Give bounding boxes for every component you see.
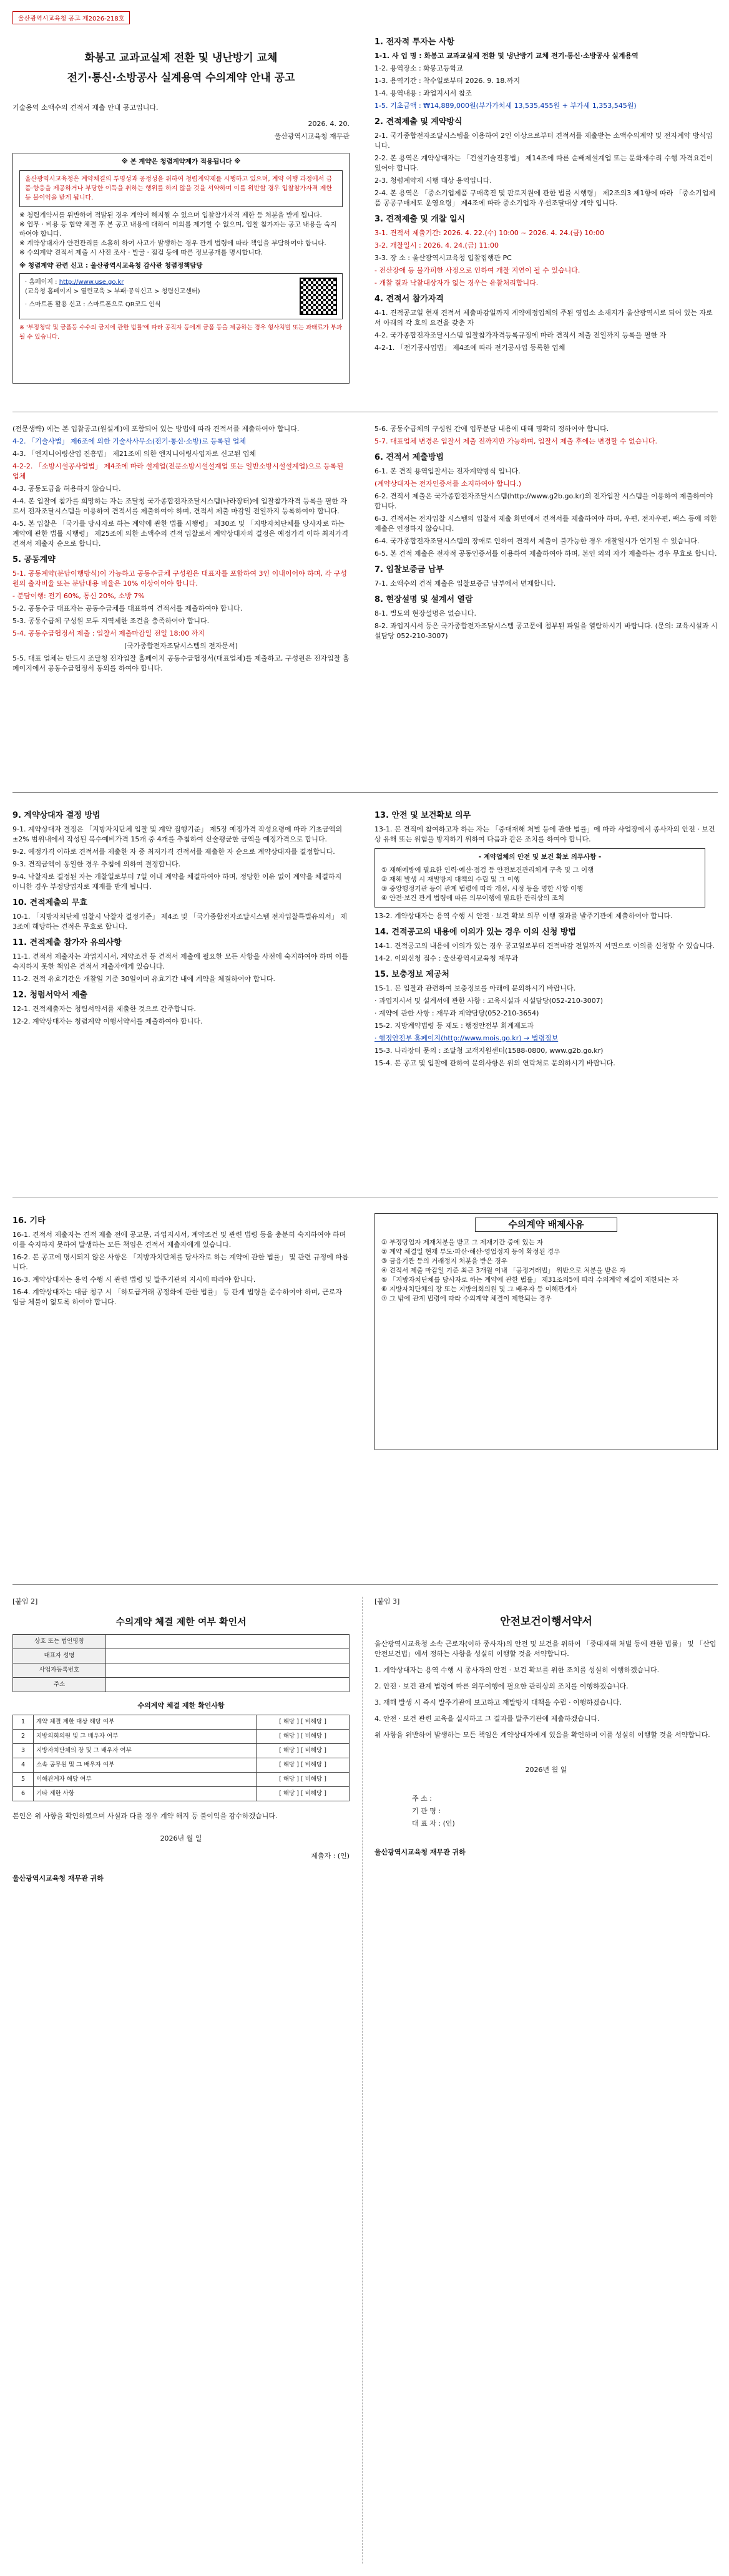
integrity-item: ※ 업무 · 비용 등 협약 체결 후 본 공고 내용에 대하여 이의를 제기할 수 없으며, 입찰 참가자는 공고 내용을 숙지하여야 합니다. xyxy=(19,221,337,238)
notice-date: 2026. 4. 20. xyxy=(308,120,350,128)
integrity-item: ※ 청렴계약서를 위반하여 적발된 경우 계약이 해지될 수 있으며 입찰참가자격 제한 등 처분을 받게 됩니다. xyxy=(19,211,322,219)
section-12-heading: 12. 청렴서약서 제출 xyxy=(12,990,87,1000)
form2-field-label: 사업자등록번호 xyxy=(13,1663,106,1678)
exclusion-item: ⑥ 지방자치단체의 장 또는 지방의회의원 및 그 배우자 등 이해관계자 xyxy=(381,1286,577,1293)
form3-title: 안전보건이행서약서 xyxy=(500,1615,592,1628)
notice-org: 울산광역시교육청 재무관 xyxy=(274,132,350,140)
integrity-item: ※ 수의계약 견적서 제출 시 사전 조사 · 발굴 · 점검 등에 따른 정보공개를 명시합니다. xyxy=(19,249,263,256)
section-15-heading: 15. 보충정보 제공처 xyxy=(374,970,449,979)
section-4-1: 4-1. 견적공고일 현재 견적서 제출마감일까지 계약예정업체의 주된 영업소 소재지가 울산광역시로 되어 있는 자로서 아래의 각 호의 요건을 갖춘 자 xyxy=(374,309,713,327)
check-no: 2 xyxy=(13,1730,34,1744)
hotline-label: ※ 청렴계약 관련 신고 : 울산광역시교육청 감사관 청렴정책담당 xyxy=(19,262,203,269)
section-4-2-2-fire: 4-2-2. 「소방시설공사업법」 제4조에 따라 설계업(전문소방시설설계업 또는 일반소방시설설계업)으로 등록된 업체 xyxy=(12,462,344,480)
section-2-2: 2-2. 본 용역은 계약상대자는 「건설기술진흥법」 제14조에 따른 순배제설계업 또는 문화재수리 수행 자격요건이 있어야 합니다. xyxy=(374,154,713,172)
section-9-3: 9-3. 견적금액이 동일한 경우 추첨에 의하여 결정합니다. xyxy=(12,860,181,868)
exclusion-item: ③ 금융기관 등의 거래정지 처분을 받은 경우 xyxy=(381,1257,507,1265)
section-7-1: 7-1. 소액수의 견적 제출은 입찰보증금 납부에서 면제합니다. xyxy=(374,579,556,588)
check-no: 3 xyxy=(13,1744,34,1758)
form2-info-table xyxy=(12,1634,350,1692)
check-option[interactable]: [ 해당 ] [ 비해당 ] xyxy=(257,1773,350,1787)
section-6-2: 6-2. 견적서 제출은 국가종합전자조달시스템(http://www.g2b.go.kr)의 전자입찰 시스템을 이용하여 제출하여야 합니다. xyxy=(374,492,713,510)
safety-item: ④ 안전·보건 관계 법령에 따른 의무이행에 필요한 관리상의 조치 xyxy=(381,894,565,902)
section-8-2: 8-2. 과업지시서 등은 국가종합전자조달시스템 공고문에 첨부된 파일을 열람하시기 바랍니다. (문의: 교육시설과 시설담당 052-210-3007) xyxy=(374,622,718,640)
section-5-7: 5-7. 대표업체 변경은 입찰서 제출 전까지만 가능하며, 입찰서 제출 후에는 변경할 수 없습니다. xyxy=(374,437,657,445)
homepage-label: · 홈페이지 : xyxy=(25,279,57,286)
section-1-heading: 1. 전자적 투자는 사항 xyxy=(374,37,455,47)
opening-time: 3-2. 개찰일시 : 2026. 4. 24.(금) 11:00 xyxy=(374,241,499,249)
form2-bizno-input[interactable] xyxy=(106,1663,350,1678)
project-location: 1-2. 용역장소 : 화봉고등학교 xyxy=(374,64,463,72)
section-16-heading: 16. 기타 xyxy=(12,1216,46,1226)
section-9-heading: 9. 계약상대자 결정 방법 xyxy=(12,811,100,820)
project-period: 1-3. 용역기간 : 착수일로부터 2026. 9. 18.까지 xyxy=(374,77,521,85)
check-no: 4 xyxy=(13,1758,34,1773)
form3-date: 2026년 월 일 xyxy=(525,1766,567,1774)
section-5-2: 5-2. 공동수급 대표자는 공동수급체를 대표하여 견적서를 제출하여야 합니다. xyxy=(12,604,243,613)
integrity-item: ※ 계약상대자가 안전관리를 소홀히 하여 사고가 발생하는 경우 관계 법령에 따라 책임을 부담하여야 합니다. xyxy=(19,240,326,247)
form3-paragraph: 울산광역시교육청 소속 근로자(이하 종사자)의 안전 및 보건을 위하여 「중대재해 처벌 등에 관한 법률」 및 「산업안전보건법」에서 정하는 사항을 성실히 이행할 것을 서약합니다. xyxy=(374,1640,717,1658)
notice-title-line1: 화봉고 교과교실제 전환 및 냉난방기 교체 xyxy=(84,52,278,64)
form2-field-label: 상호 또는 법인명칭 xyxy=(13,1635,106,1649)
section-5-4-note: (국가종합전자조달시스템의 전자문서) xyxy=(124,642,238,650)
qr-code-icon[interactable] xyxy=(300,278,337,315)
section-10-1: 10-1. 「지방자치단체 입찰시 낙찰자 결정기준」 제4조 및 「국가종합전자조달시스템 전자입찰특별유의서」 제3조에 해당하는 견적은 무효로 합니다. xyxy=(12,913,347,931)
section-5-4: 5-4. 공동수급협정서 제출 : 입찰서 제출마감일 전일 18:00 까지 xyxy=(12,629,205,637)
section-6-3: 6-3. 견적서는 전자입찰 시스템의 입찰서 제출 화면에서 견적서를 제출하여야 하며, 우편, 전자우편, 팩스 등에 의한 제출은 인정하지 않습니다. xyxy=(374,515,717,533)
section-16-2: 16-2. 본 공고에 명시되지 않은 사항은 「지방자치단체를 당사자로 하는 계약에 관한 법률」 및 관련 규정에 따릅니다. xyxy=(12,1253,349,1271)
submission-period: 3-1. 견적서 제출기간: 2026. 4. 22.(수) 10:00 ~ 2026. 4. 24.(금) 10:00 xyxy=(374,229,605,237)
form2-subtitle: 수의계약 체결 제한 확인사항 xyxy=(137,1702,225,1710)
form3-paragraph: 1. 계약상대자는 용역 수행 시 종사자의 안전 · 보건 확보를 위한 조치를 성실히 이행하겠습니다. xyxy=(374,1666,660,1674)
project-content: 1-4. 용역내용 : 과업지시서 참조 xyxy=(374,89,472,97)
section-9-4: 9-4. 낙찰자로 결정된 자는 개찰일로부터 7일 이내 계약을 체결하여야 하며, 정당한 이유 없이 계약을 체결하지 아니한 경우 부정당업자로 제재를 받게 됩니다. xyxy=(12,873,342,891)
section-11-1: 11-1. 견적서 제출자는 과업지시서, 계약조건 등 견적서 제출에 필요한 모든 사항을 사전에 숙지하여야 하며 이를 숙지하지 못한 책임은 견적서 제출자에게 있습니다. xyxy=(12,952,348,971)
base-amount: 1-5. 기초금액 : ₩14,889,000원(부가가치세 13,535,455원 + 부가세 1,353,545원) xyxy=(374,102,637,110)
section-14-2: 14-2. 이의신청 접수 : 울산광역시교육청 재무과 xyxy=(374,954,519,962)
form3-recipient: 울산광역시교육청 재무관 귀하 xyxy=(374,1848,466,1856)
section-6-5: 6-5. 본 견적 제출은 전자적 공동인증서를 이용하여 제출하여야 하며, 본인 외의 자가 제출하는 경우 무효로 합니다. xyxy=(374,550,717,558)
form2-company-input[interactable] xyxy=(106,1635,350,1649)
section-14-heading: 14. 견적공고의 내용에 이의가 있는 경우 이의 신청 방법 xyxy=(374,927,576,937)
exclusion-item: ① 부정당업자 제재처분을 받고 그 제재기간 중에 있는 자 xyxy=(381,1239,544,1246)
check-item: 지방의회의원 및 그 배우자 여부 xyxy=(34,1730,257,1744)
section-15-2: 15-2. 지방계약법령 등 제도 : 행정안전부 회계제도과 xyxy=(374,1022,534,1030)
check-item: 소속 공무원 및 그 배우자 여부 xyxy=(34,1758,257,1773)
section-4-4: 4-4. 본 입찰에 참가를 희망하는 자는 조달청 국가종합전자조달시스템(나라장터)에 입찰참가자격 등록을 필한 자로서 전자조달시스템을 이용하여 견적서를 제출하여야 하며, 견적서 제출 마감일 전일까지 등록하여야 합니다. xyxy=(12,497,348,515)
form2-signature[interactable]: 제출자 : (인) xyxy=(311,1852,350,1860)
section-13-heading: 13. 안전 및 보건확보 의무 xyxy=(374,811,471,820)
form2-address-input[interactable] xyxy=(106,1678,350,1692)
exclusion-reasons-box xyxy=(374,1213,718,1450)
form3-paragraph: 위 사항을 위반하여 발생하는 모든 책임은 계약상대자에게 있음을 확인하며 이를 성실히 이행할 것을 서약합니다. xyxy=(374,1731,710,1739)
exclusion-item: ④ 견적서 제출 마감일 기준 최근 3개월 이내 「공정거래법」 위반으로 처분을 받은 자 xyxy=(381,1267,626,1274)
form3-address[interactable]: 주 소 : xyxy=(412,1794,432,1803)
form2-title: 수의계약 체결 제한 여부 확인서 xyxy=(115,1616,247,1627)
section-2-heading: 2. 견적제출 및 계약방식 xyxy=(374,117,462,127)
section-2-4: 2-4. 본 용역은 「중소기업제품 구매촉진 및 판로지원에 관한 법률 시행령」 제2조의3 제1항에 따라 「중소기업제품 공공구매제도 운영요령」 제4조에 따라 중소기업자 우선조달대상 계약 입니다. xyxy=(374,189,715,207)
opening-place: 3-3. 장 소 : 울산광역시교육청 입찰집행관 PC xyxy=(374,254,512,262)
check-no: 1 xyxy=(13,1715,34,1730)
safety-item: ③ 중앙행정기관 등이 관계 법령에 따라 개선, 시정 등을 명한 사항 이행 xyxy=(381,885,584,893)
section-4-2-tech: 4-2. 「기술사법」 제6조에 의한 기술사사무소(전기·통신·소방)로 등록된 업체 xyxy=(12,437,246,445)
section-2-3: 2-3. 청렴계약제 시행 대상 용역입니다. xyxy=(374,177,492,185)
check-option[interactable]: [ 해당 ] [ 비해당 ] xyxy=(257,1758,350,1773)
integrity-inner-text: 울산광역시교육청은 계약체결의 투명성과 공정성을 위하여 청렴계약제를 시행하고 있으며, 계약 이행 과정에서 금품·향응을 제공하거나 부당한 이득을 취하는 행위를 하지 않을 것을 서약하며 이를 위반할 경우 입찰참가자격 제한 등 불이익을 받게 됩니다. xyxy=(19,170,343,207)
form2-statement: 본인은 위 사항을 확인하였으며 사실과 다를 경우 계약 해지 등 불이익을 감수하겠습니다. xyxy=(12,1812,278,1820)
section-5-6: 5-6. 공동수급체의 구성원 간에 업무분담 내용에 대해 명확히 정하여야 합니다. xyxy=(374,425,609,433)
check-item: 기타 제한 사항 xyxy=(34,1787,257,1801)
section-11-heading: 11. 견적제출 참가자 유의사항 xyxy=(12,938,122,947)
form3-label: [붙임 3] xyxy=(374,1597,400,1605)
section-4-5: 4-5. 본 입찰은 「국가를 당사자로 하는 계약에 관한 법률 시행령」 제30조 및 「지방자치단체를 당사자로 하는 계약에 관한 법률 시행령」 제25조에 의한 소액수의 견적 입찰로서 계약상대자의 결정은 예정가격 이하 최저가격 견적서 제출자 순으로 합니다. xyxy=(12,520,348,548)
form2-field-label: 대표자 성명 xyxy=(13,1649,106,1663)
section-6-1-note: (계약상대자는 전자인증서를 소지하여야 합니다.) xyxy=(374,480,522,488)
form2-label: [붙임 2] xyxy=(12,1597,38,1605)
section-4-2-1: 4-2-1. 「전기공사업법」 제4조에 따라 전기공사업 등록한 업체 xyxy=(374,344,565,352)
section-4-2: 4-2. 국가종합전자조달시스템 입찰참가자격등록규정에 따라 견적서 제출 전일까지 등록을 필한 자 xyxy=(374,331,667,339)
safety-item: ② 재해 발생 시 재발방지 대책의 수립 및 그 이행 xyxy=(381,876,521,883)
section-5-3: 5-3. 공동수급체 구성원 모두 지역제한 조건을 충족하여야 합니다. xyxy=(12,617,210,625)
check-item: 지방자치단체의 장 및 그 배우자 여부 xyxy=(34,1744,257,1758)
integrity-box-title: ※ 본 계약은 청렴계약제가 적용됩니다 ※ xyxy=(121,158,241,165)
section-10-heading: 10. 견적제출의 무효 xyxy=(12,898,87,908)
section-13-2: 13-2. 계약상대자는 용역 수행 시 안전 · 보건 확보 의무 이행 결과를 발주기관에 제출하여야 합니다. xyxy=(374,912,673,920)
section-15-3: 15-3. 나라장터 문의 : 조달청 고객지원센터(1588-0800, www.g2b.go.kr) xyxy=(374,1047,604,1055)
section-16-3: 16-3. 계약상대자는 용역 수행 시 관련 법령 및 발주기관의 지시에 따라야 합니다. xyxy=(12,1276,256,1284)
form2-date: 2026년 월 일 xyxy=(160,1834,202,1842)
form3-paragraph: 4. 안전 · 보건 관련 교육을 실시하고 그 결과를 발주기관에 제출하겠습니다. xyxy=(374,1715,600,1723)
mois-link[interactable]: · 행정안전부 홈페이지(http://www.mois.go.kr) → 법령정보 xyxy=(374,1034,559,1042)
section-7-heading: 7. 입찰보증금 납부 xyxy=(374,565,444,574)
safety-duty-box xyxy=(374,848,705,908)
section-15-contact-1: · 과업지시서 및 설계서에 관한 사항 : 교육시설과 시설담당(052-210-3007) xyxy=(374,997,604,1005)
form2-field-label: 주소 xyxy=(13,1678,106,1692)
qr-report-desc: 스마트폰으로 QR코드 인식 xyxy=(87,301,161,308)
opening-note-1: - 전산장애 등 불가피한 사정으로 인하여 개찰 지연이 될 수 있습니다. xyxy=(374,266,580,274)
homepage-link[interactable]: http://www.use.go.kr xyxy=(59,279,124,286)
section-15-4: 15-4. 본 공고 및 입찰에 관하여 문의사항은 위의 연락처로 문의하시기 바랍니다. xyxy=(374,1059,615,1067)
section-13-1: 13-1. 본 견적에 참여하고자 하는 자는 「중대재해 처벌 등에 관한 법률」에 따라 사업장에서 종사자의 안전 · 보건상 유해 또는 위험을 방지하기 위하여 다음과 같은 조치를 하여야 합니다. xyxy=(374,825,715,843)
section-16-1: 16-1. 견적서 제출자는 견적 제출 전에 공고문, 과업지시서, 계약조건 및 관련 법령 등을 충분히 숙지하여야 하며 이를 숙지하지 못하여 발생하는 모든 책임은 견적서 제출자에게 있습니다. xyxy=(12,1231,346,1249)
check-item: 계약 체결 제한 대상 해당 여부 xyxy=(34,1715,257,1730)
section-8-heading: 8. 현장설명 및 설계서 열람 xyxy=(374,595,473,604)
check-no: 6 xyxy=(13,1787,34,1801)
form2-recipient: 울산광역시교육청 재무관 귀하 xyxy=(12,1874,104,1882)
check-item: 이해관계자 해당 여부 xyxy=(34,1773,257,1787)
exclusion-item: ② 계약 체결일 현재 부도·파산·해산·영업정지 등이 확정된 경우 xyxy=(381,1248,560,1256)
form2-check-table xyxy=(12,1715,350,1801)
section-4-heading: 4. 견적서 참가자격 xyxy=(374,294,444,304)
section-9-2: 9-2. 예정가격 이하로 견적서를 제출한 자 중 최저가격 견적서를 제출한 자 순으로 계약상대자를 결정합니다. xyxy=(12,848,335,856)
section-4-3-eng: 4-3. 「엔지니어링산업 진흥법」 제21조에 의한 엔지니어링사업자로 신고된 업체 xyxy=(12,450,257,458)
intro-text: 기술용역 소액수의 견적서 제출 안내 공고입니다. xyxy=(12,104,159,112)
section-4-3-joint: 4-3. 공동도급을 허용하지 않습니다. xyxy=(12,485,121,493)
exclusion-item: ⑦ 그 밖에 관계 법령에 따라 수의계약 체결이 제한되는 경우 xyxy=(381,1295,552,1302)
section-5-heading: 5. 공동계약 xyxy=(12,555,56,564)
check-no: 5 xyxy=(13,1773,34,1787)
section-12-2: 12-2. 계약상대자는 청렴계약 이행서약서를 제출하여야 합니다. xyxy=(12,1017,203,1025)
section-6-1: 6-1. 본 견적 용역입찰서는 전자계약방식 입니다. xyxy=(374,467,521,475)
section-16-4: 16-4. 계약상대자는 대금 청구 시 「하도급거래 공정화에 관한 법률」 등 관계 법령을 준수하여야 하며, 근로자 임금 체불이 없도록 하여야 합니다. xyxy=(12,1288,342,1306)
check-option[interactable]: [ 해당 ] [ 비해당 ] xyxy=(257,1787,350,1801)
safety-item: ① 재해예방에 필요한 인력·예산·점검 등 안전보건관리체계 구축 및 그 이행 xyxy=(381,866,594,874)
section-9-1: 9-1. 계약상대자 결정은 「지방자치단체 입찰 및 계약 집행기준」 제5장 예정가격 작성요령에 따라 기초금액의 ±2% 범위내에서 작성된 복수예비가격 15개 중 4개를 추첨하여 산술평균한 금액을 예정가격으로 합니다. xyxy=(12,825,343,843)
section-15-1: 15-1. 본 입찰과 관련하여 보충정보를 아래에 문의하시기 바랍니다. xyxy=(374,984,576,992)
section-5-ratio: - 분담이행: 전기 60%, 통신 20%, 소방 7% xyxy=(12,592,145,600)
section-5-5: 5-5. 대표 업체는 반드시 조달청 전자입찰 홈페이지 공동수급협정서(대표업체)를 제출하고, 구성원은 전자입찰 홈페이지에서 공동수급협정서 동의를 하여야 합니다. xyxy=(12,654,350,672)
safety-box-title: - 계약업체의 안전 및 보건 확보 의무사항 - xyxy=(478,853,602,861)
section-11-2: 11-2. 견적 유효기간은 개찰일 기준 30일이며 유효기간 내에 계약을 체결하여야 합니다. xyxy=(12,975,275,983)
notice-title-line2: 전기·통신·소방공사 실계용역 수의계약 안내 공고 xyxy=(67,72,295,84)
form3-paragraph: 2. 안전 · 보건 관계 법령에 따른 의무이행에 필요한 관리상의 조치를 이행하겠습니다. xyxy=(374,1682,629,1690)
section-14-1: 14-1. 견적공고의 내용에 이의가 있는 경우 공고일로부터 견적마감 전일까지 서면으로 이의를 신청할 수 있습니다. xyxy=(374,942,715,950)
check-option[interactable]: [ 해당 ] [ 비해당 ] xyxy=(257,1715,350,1730)
homepage-path: (교육청 홈페이지 > 열린교육 > 부패·공익신고 > 청렴신고센터) xyxy=(25,288,200,295)
section-6-4: 6-4. 국가종합전자조달시스템의 장애로 인하여 견적서 제출이 불가능한 경우 개찰일시가 연기될 수 있습니다. xyxy=(374,537,700,545)
section-8-1: 8-1. 별도의 현장설명은 없습니다. xyxy=(374,609,476,617)
qr-report-label: · 스마트폰 활용 신고 : xyxy=(25,301,86,308)
form3-org-name[interactable]: 기 관 명 : xyxy=(412,1807,441,1815)
exclusion-title: 수의계약 배제사유 xyxy=(475,1218,617,1232)
project-name: 1-1. 사 업 명 : 화봉고 교과교실제 전환 및 냉난방기 교체 전기·통신·소방공사 실계용역 xyxy=(374,52,638,60)
section-5-1: 5-1. 공동계약(분담이행방식)이 가능하고 공동수급체 구성원은 대표자를 포함하여 3인 이내이어야 하며, 각 구성원의 출자비율 또는 분담내용 비율은 10% 이상이어야 합니다. xyxy=(12,569,347,588)
form2-ceo-input[interactable] xyxy=(106,1649,350,1663)
check-option[interactable]: [ 해당 ] [ 비해당 ] xyxy=(257,1730,350,1744)
notice-number-tag: 울산광역시교육청 공고 제2026-218호 xyxy=(12,11,130,24)
check-option[interactable]: [ 해당 ] [ 비해당 ] xyxy=(257,1744,350,1758)
integrity-notice-box xyxy=(12,153,350,384)
section-2-1: 2-1. 국가종합전자조달시스템을 이용하여 2인 이상으로부터 견적서를 제출받는 소액수의계약 및 전자계약 방식입니다. xyxy=(374,132,713,150)
form3-signature[interactable]: 대 표 자 : (인) xyxy=(412,1819,455,1828)
section-4-cont: (전문생략) 에는 본 입찰공고(원설계)에 포함되어 있는 방법에 따라 견적서를 제출하여야 합니다. xyxy=(12,425,300,433)
section-3-heading: 3. 견적제출 및 개찰 일시 xyxy=(374,215,466,224)
exclusion-item: ⑤ 「지방자치단체를 당사자로 하는 계약에 관한 법률」 제31조의5에 따라 수의계약 체결이 제한되는 자 xyxy=(381,1276,678,1284)
section-12-1: 12-1. 견적제출자는 청렴서약서를 제출한 것으로 간주합니다. xyxy=(12,1005,196,1013)
integrity-footnote: ※ '부정청탁 및 금품등 수수의 금지에 관한 법률'에 따라 공직자 등에게 금품 등을 제공하는 경우 형사처벌 또는 과태료가 부과될 수 있습니다. xyxy=(19,324,343,341)
section-6-heading: 6. 견적서 제출방법 xyxy=(374,453,444,462)
opening-note-2: - 개찰 결과 낙찰대상자가 없는 경우는 유찰처리합니다. xyxy=(374,279,539,287)
section-15-contact-2: · 계약에 관한 사항 : 재무과 계약담당(052-210-3654) xyxy=(374,1009,539,1017)
form3-paragraph: 3. 재해 발생 시 즉시 발주기관에 보고하고 재발방지 대책을 수립 · 이행하겠습니다. xyxy=(374,1698,622,1707)
